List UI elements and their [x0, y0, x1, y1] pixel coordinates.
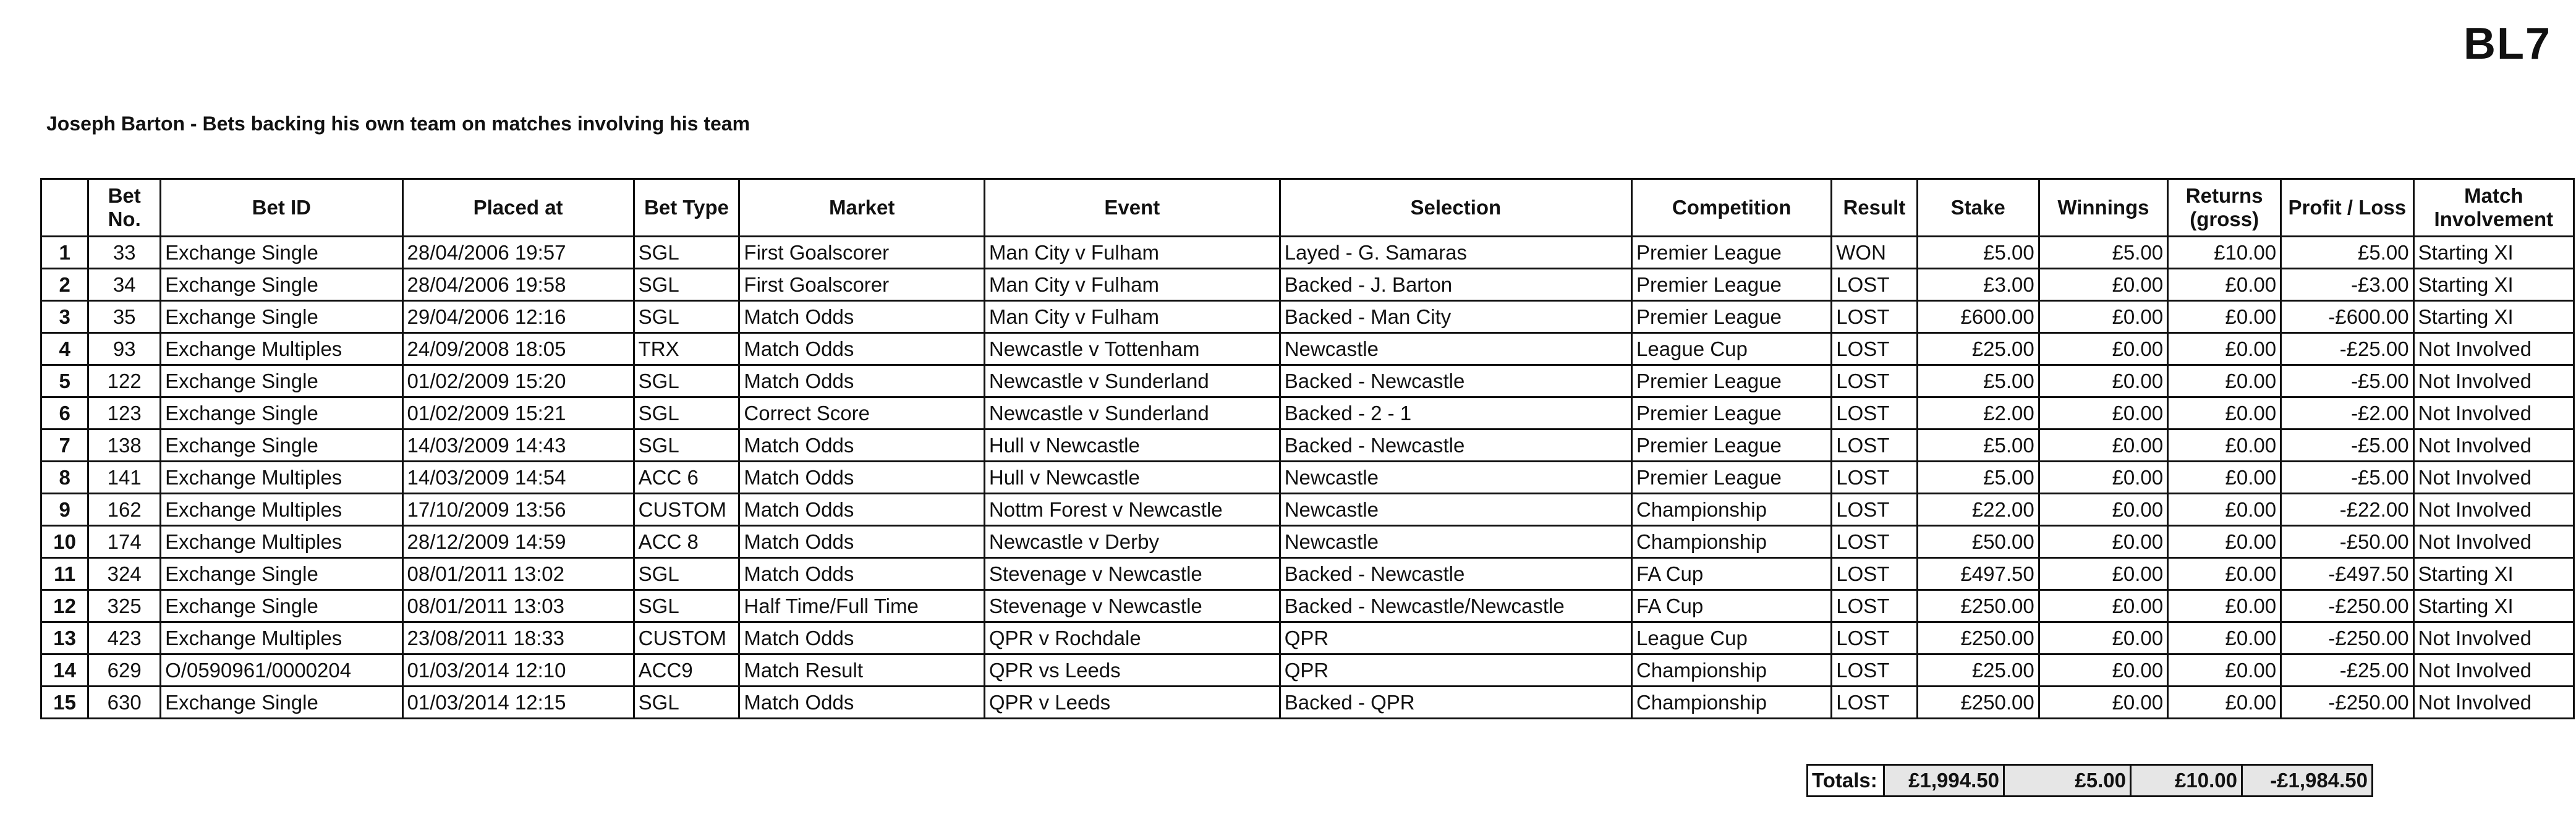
table-row — [41, 429, 2574, 462]
cell-returns: £0.00 — [2168, 462, 2281, 494]
cell-competition: Premier League — [1632, 269, 1832, 301]
totals-table — [1806, 764, 2373, 797]
cell-market: Match Odds — [739, 622, 984, 654]
cell-result: LOST — [1832, 269, 1917, 301]
table-row — [41, 333, 2574, 365]
cell-bet-no: 630 — [88, 687, 161, 719]
cell-competition: Championship — [1632, 494, 1832, 526]
cell-selection: QPR — [1280, 622, 1631, 654]
cell-bet-no: 34 — [88, 269, 161, 301]
cell-bet-id: Exchange Single — [161, 687, 402, 719]
column-header-placed-at: Placed at — [402, 179, 634, 237]
cell-match-involvement: Starting XI — [2413, 590, 2574, 622]
cell-match-involvement: Starting XI — [2413, 558, 2574, 590]
cell-selection: Backed - 2 - 1 — [1280, 397, 1631, 429]
cell-competition: League Cup — [1632, 333, 1832, 365]
cell-match-involvement: Not Involved — [2413, 429, 2574, 462]
cell-selection: Newcastle — [1280, 494, 1631, 526]
cell-bet-no: 162 — [88, 494, 161, 526]
cell-placed-at: 14/03/2009 14:43 — [402, 429, 634, 462]
cell-result: LOST — [1832, 365, 1917, 397]
cell-result: LOST — [1832, 558, 1917, 590]
cell-result: LOST — [1832, 462, 1917, 494]
cell-winnings: £5.00 — [2039, 237, 2167, 269]
cell-event: QPR v Rochdale — [984, 622, 1280, 654]
cell-bet-type: SGL — [634, 365, 739, 397]
cell-index: 11 — [41, 558, 88, 590]
cell-bet-no: 138 — [88, 429, 161, 462]
cell-result: LOST — [1832, 333, 1917, 365]
cell-winnings: £0.00 — [2039, 333, 2167, 365]
table-row — [41, 494, 2574, 526]
cell-placed-at: 14/03/2009 14:54 — [402, 462, 634, 494]
cell-stake: £497.50 — [1917, 558, 2039, 590]
table-row — [41, 526, 2574, 558]
cell-competition: Championship — [1632, 654, 1832, 687]
table-row — [41, 590, 2574, 622]
cell-stake: £25.00 — [1917, 654, 2039, 687]
cell-winnings: £0.00 — [2039, 687, 2167, 719]
cell-bet-type: SGL — [634, 590, 739, 622]
totals-stake: £1,994.50 — [1884, 765, 2004, 797]
column-header-returns: Returns (gross) — [2168, 179, 2281, 237]
cell-match-involvement: Starting XI — [2413, 269, 2574, 301]
cell-index: 7 — [41, 429, 88, 462]
cell-placed-at: 08/01/2011 13:03 — [402, 590, 634, 622]
cell-bet-no: 35 — [88, 301, 161, 333]
cell-match-involvement: Not Involved — [2413, 687, 2574, 719]
cell-index: 5 — [41, 365, 88, 397]
cell-selection: QPR — [1280, 654, 1631, 687]
cell-stake: £5.00 — [1917, 365, 2039, 397]
cell-bet-no: 324 — [88, 558, 161, 590]
column-header-match-involvement: Match Involvement — [2413, 179, 2574, 237]
cell-result: LOST — [1832, 687, 1917, 719]
cell-returns: £0.00 — [2168, 397, 2281, 429]
cell-result: LOST — [1832, 654, 1917, 687]
cell-returns: £0.00 — [2168, 687, 2281, 719]
column-header-bet-no: Bet No. — [88, 179, 161, 237]
column-header-selection: Selection — [1280, 179, 1631, 237]
cell-index: 6 — [41, 397, 88, 429]
table-row — [41, 365, 2574, 397]
cell-selection: Backed - Newcastle/Newcastle — [1280, 590, 1631, 622]
cell-event: QPR vs Leeds — [984, 654, 1280, 687]
cell-event: Stevenage v Newcastle — [984, 590, 1280, 622]
cell-selection: Backed - Newcastle — [1280, 558, 1631, 590]
cell-bet-id: Exchange Single — [161, 301, 402, 333]
cell-stake: £3.00 — [1917, 269, 2039, 301]
table-row — [41, 687, 2574, 719]
cell-profit-loss: -£497.50 — [2281, 558, 2414, 590]
column-header-competition: Competition — [1632, 179, 1832, 237]
bets-table — [40, 178, 2575, 719]
cell-placed-at: 28/04/2006 19:57 — [402, 237, 634, 269]
cell-bet-type: ACC 6 — [634, 462, 739, 494]
cell-profit-loss: -£22.00 — [2281, 494, 2414, 526]
cell-returns: £0.00 — [2168, 301, 2281, 333]
cell-selection: Backed - J. Barton — [1280, 269, 1631, 301]
table-row — [41, 654, 2574, 687]
column-header-winnings: Winnings — [2039, 179, 2167, 237]
cell-bet-id: Exchange Single — [161, 558, 402, 590]
cell-market: Match Odds — [739, 301, 984, 333]
cell-placed-at: 17/10/2009 13:56 — [402, 494, 634, 526]
cell-returns: £0.00 — [2168, 494, 2281, 526]
cell-match-involvement: Starting XI — [2413, 237, 2574, 269]
cell-bet-id: Exchange Multiples — [161, 622, 402, 654]
cell-market: Match Result — [739, 654, 984, 687]
cell-selection: Backed - Man City — [1280, 301, 1631, 333]
cell-competition: Championship — [1632, 526, 1832, 558]
cell-index: 1 — [41, 237, 88, 269]
totals-row — [1808, 765, 2373, 797]
cell-match-involvement: Not Involved — [2413, 397, 2574, 429]
cell-competition: Premier League — [1632, 365, 1832, 397]
cell-market: First Goalscorer — [739, 269, 984, 301]
cell-stake: £5.00 — [1917, 237, 2039, 269]
document-title: Joseph Barton - Bets backing his own team on matches involving his team — [46, 112, 750, 135]
cell-placed-at: 28/04/2006 19:58 — [402, 269, 634, 301]
cell-market: Match Odds — [739, 429, 984, 462]
cell-stake: £2.00 — [1917, 397, 2039, 429]
cell-bet-type: ACC 8 — [634, 526, 739, 558]
cell-competition: FA Cup — [1632, 558, 1832, 590]
totals-winnings: £5.00 — [2004, 765, 2131, 797]
cell-bet-id: Exchange Multiples — [161, 526, 402, 558]
table-row — [41, 397, 2574, 429]
cell-winnings: £0.00 — [2039, 590, 2167, 622]
column-header-stake: Stake — [1917, 179, 2039, 237]
cell-placed-at: 01/03/2014 12:15 — [402, 687, 634, 719]
cell-match-involvement: Not Involved — [2413, 526, 2574, 558]
cell-market: Match Odds — [739, 558, 984, 590]
cell-index: 14 — [41, 654, 88, 687]
cell-bet-type: SGL — [634, 687, 739, 719]
cell-market: Match Odds — [739, 494, 984, 526]
cell-profit-loss: -£25.00 — [2281, 333, 2414, 365]
cell-match-involvement: Not Involved — [2413, 654, 2574, 687]
cell-competition: FA Cup — [1632, 590, 1832, 622]
cell-winnings: £0.00 — [2039, 622, 2167, 654]
cell-market: Match Odds — [739, 687, 984, 719]
cell-winnings: £0.00 — [2039, 558, 2167, 590]
cell-bet-id: Exchange Single — [161, 397, 402, 429]
cell-winnings: £0.00 — [2039, 301, 2167, 333]
cell-competition: Championship — [1632, 687, 1832, 719]
cell-profit-loss: -£25.00 — [2281, 654, 2414, 687]
cell-index: 13 — [41, 622, 88, 654]
cell-winnings: £0.00 — [2039, 429, 2167, 462]
cell-bet-no: 423 — [88, 622, 161, 654]
bets-table-body — [41, 237, 2574, 719]
cell-returns: £10.00 — [2168, 237, 2281, 269]
totals-returns: £10.00 — [2131, 765, 2242, 797]
cell-result: LOST — [1832, 301, 1917, 333]
cell-bet-id: O/0590961/0000204 — [161, 654, 402, 687]
cell-stake: £25.00 — [1917, 333, 2039, 365]
cell-profit-loss: -£250.00 — [2281, 622, 2414, 654]
cell-bet-type: TRX — [634, 333, 739, 365]
cell-match-involvement: Not Involved — [2413, 494, 2574, 526]
column-header-bet-type: Bet Type — [634, 179, 739, 237]
cell-market: Half Time/Full Time — [739, 590, 984, 622]
cell-bet-type: CUSTOM — [634, 494, 739, 526]
cell-winnings: £0.00 — [2039, 397, 2167, 429]
cell-bet-id: Exchange Single — [161, 590, 402, 622]
document-reference: BL7 — [2463, 19, 2551, 69]
cell-market: Match Odds — [739, 365, 984, 397]
cell-event: Nottm Forest v Newcastle — [984, 494, 1280, 526]
table-row — [41, 237, 2574, 269]
cell-competition: League Cup — [1632, 622, 1832, 654]
cell-index: 15 — [41, 687, 88, 719]
cell-result: LOST — [1832, 622, 1917, 654]
cell-placed-at: 23/08/2011 18:33 — [402, 622, 634, 654]
cell-returns: £0.00 — [2168, 365, 2281, 397]
cell-profit-loss: -£5.00 — [2281, 365, 2414, 397]
cell-bet-type: SGL — [634, 237, 739, 269]
cell-placed-at: 01/03/2014 12:10 — [402, 654, 634, 687]
cell-index: 10 — [41, 526, 88, 558]
cell-profit-loss: -£250.00 — [2281, 687, 2414, 719]
table-header-row — [41, 179, 2574, 237]
cell-result: WON — [1832, 237, 1917, 269]
cell-winnings: £0.00 — [2039, 654, 2167, 687]
cell-index: 3 — [41, 301, 88, 333]
cell-stake: £250.00 — [1917, 622, 2039, 654]
cell-bet-no: 93 — [88, 333, 161, 365]
cell-match-involvement: Not Involved — [2413, 365, 2574, 397]
cell-selection: Backed - Newcastle — [1280, 429, 1631, 462]
cell-bet-no: 122 — [88, 365, 161, 397]
cell-selection: Backed - QPR — [1280, 687, 1631, 719]
cell-bet-no: 141 — [88, 462, 161, 494]
cell-profit-loss: -£5.00 — [2281, 429, 2414, 462]
cell-placed-at: 01/02/2009 15:20 — [402, 365, 634, 397]
cell-index: 12 — [41, 590, 88, 622]
cell-returns: £0.00 — [2168, 622, 2281, 654]
cell-competition: Premier League — [1632, 301, 1832, 333]
cell-stake: £5.00 — [1917, 462, 2039, 494]
cell-stake: £5.00 — [1917, 429, 2039, 462]
cell-profit-loss: -£250.00 — [2281, 590, 2414, 622]
column-header-profit-loss: Profit / Loss — [2281, 179, 2414, 237]
cell-selection: Backed - Newcastle — [1280, 365, 1631, 397]
cell-winnings: £0.00 — [2039, 526, 2167, 558]
cell-bet-type: SGL — [634, 558, 739, 590]
cell-placed-at: 29/04/2006 12:16 — [402, 301, 634, 333]
cell-event: Newcastle v Sunderland — [984, 397, 1280, 429]
cell-stake: £250.00 — [1917, 687, 2039, 719]
cell-bet-id: Exchange Multiples — [161, 462, 402, 494]
column-header-index — [41, 179, 88, 237]
cell-event: Stevenage v Newcastle — [984, 558, 1280, 590]
cell-event: Newcastle v Tottenham — [984, 333, 1280, 365]
cell-event: Man City v Fulham — [984, 301, 1280, 333]
cell-stake: £600.00 — [1917, 301, 2039, 333]
table-row — [41, 622, 2574, 654]
cell-returns: £0.00 — [2168, 333, 2281, 365]
cell-result: LOST — [1832, 590, 1917, 622]
cell-bet-id: Exchange Single — [161, 269, 402, 301]
cell-event: Man City v Fulham — [984, 269, 1280, 301]
cell-returns: £0.00 — [2168, 654, 2281, 687]
cell-bet-no: 123 — [88, 397, 161, 429]
cell-returns: £0.00 — [2168, 429, 2281, 462]
cell-returns: £0.00 — [2168, 558, 2281, 590]
column-header-result: Result — [1832, 179, 1917, 237]
cell-placed-at: 28/12/2009 14:59 — [402, 526, 634, 558]
cell-bet-type: CUSTOM — [634, 622, 739, 654]
cell-result: LOST — [1832, 526, 1917, 558]
cell-bet-type: SGL — [634, 301, 739, 333]
cell-bet-no: 174 — [88, 526, 161, 558]
cell-profit-loss: -£600.00 — [2281, 301, 2414, 333]
cell-placed-at: 01/02/2009 15:21 — [402, 397, 634, 429]
cell-returns: £0.00 — [2168, 590, 2281, 622]
cell-winnings: £0.00 — [2039, 494, 2167, 526]
table-row — [41, 269, 2574, 301]
cell-returns: £0.00 — [2168, 269, 2281, 301]
cell-competition: Premier League — [1632, 237, 1832, 269]
cell-competition: Premier League — [1632, 397, 1832, 429]
cell-winnings: £0.00 — [2039, 462, 2167, 494]
cell-bet-id: Exchange Multiples — [161, 333, 402, 365]
cell-selection: Layed - G. Samaras — [1280, 237, 1631, 269]
cell-stake: £250.00 — [1917, 590, 2039, 622]
cell-bet-id: Exchange Single — [161, 365, 402, 397]
column-header-event: Event — [984, 179, 1280, 237]
cell-bet-no: 325 — [88, 590, 161, 622]
cell-match-involvement: Not Involved — [2413, 462, 2574, 494]
cell-selection: Newcastle — [1280, 462, 1631, 494]
cell-event: Hull v Newcastle — [984, 462, 1280, 494]
cell-stake: £50.00 — [1917, 526, 2039, 558]
column-header-market: Market — [739, 179, 984, 237]
cell-profit-loss: £5.00 — [2281, 237, 2414, 269]
cell-bet-no: 629 — [88, 654, 161, 687]
cell-profit-loss: -£3.00 — [2281, 269, 2414, 301]
cell-placed-at: 24/09/2008 18:05 — [402, 333, 634, 365]
cell-competition: Premier League — [1632, 462, 1832, 494]
cell-bet-no: 33 — [88, 237, 161, 269]
cell-event: Hull v Newcastle — [984, 429, 1280, 462]
cell-market: Match Odds — [739, 526, 984, 558]
cell-event: Newcastle v Sunderland — [984, 365, 1280, 397]
cell-competition: Premier League — [1632, 429, 1832, 462]
cell-index: 8 — [41, 462, 88, 494]
cell-selection: Newcastle — [1280, 333, 1631, 365]
column-header-bet-id: Bet ID — [161, 179, 402, 237]
cell-bet-type: SGL — [634, 397, 739, 429]
cell-event: Newcastle v Derby — [984, 526, 1280, 558]
cell-selection: Newcastle — [1280, 526, 1631, 558]
cell-bet-id: Exchange Multiples — [161, 494, 402, 526]
cell-event: Man City v Fulham — [984, 237, 1280, 269]
cell-match-involvement: Not Involved — [2413, 622, 2574, 654]
cell-market: Match Odds — [739, 333, 984, 365]
cell-profit-loss: -£5.00 — [2281, 462, 2414, 494]
cell-result: LOST — [1832, 494, 1917, 526]
cell-event: QPR v Leeds — [984, 687, 1280, 719]
cell-bet-type: ACC9 — [634, 654, 739, 687]
cell-profit-loss: -£2.00 — [2281, 397, 2414, 429]
cell-result: LOST — [1832, 397, 1917, 429]
cell-bet-type: SGL — [634, 269, 739, 301]
cell-stake: £22.00 — [1917, 494, 2039, 526]
cell-index: 2 — [41, 269, 88, 301]
cell-index: 9 — [41, 494, 88, 526]
table-row — [41, 462, 2574, 494]
cell-bet-type: SGL — [634, 429, 739, 462]
cell-winnings: £0.00 — [2039, 365, 2167, 397]
cell-winnings: £0.00 — [2039, 269, 2167, 301]
totals-profit-loss: -£1,984.50 — [2242, 765, 2373, 797]
cell-placed-at: 08/01/2011 13:02 — [402, 558, 634, 590]
cell-bet-id: Exchange Single — [161, 237, 402, 269]
cell-match-involvement: Starting XI — [2413, 301, 2574, 333]
cell-profit-loss: -£50.00 — [2281, 526, 2414, 558]
table-row — [41, 301, 2574, 333]
cell-market: Correct Score — [739, 397, 984, 429]
table-row — [41, 558, 2574, 590]
cell-market: Match Odds — [739, 462, 984, 494]
cell-match-involvement: Not Involved — [2413, 333, 2574, 365]
cell-market: First Goalscorer — [739, 237, 984, 269]
cell-returns: £0.00 — [2168, 526, 2281, 558]
cell-bet-id: Exchange Single — [161, 429, 402, 462]
totals-label: Totals: — [1808, 765, 1884, 797]
cell-index: 4 — [41, 333, 88, 365]
cell-result: LOST — [1832, 429, 1917, 462]
